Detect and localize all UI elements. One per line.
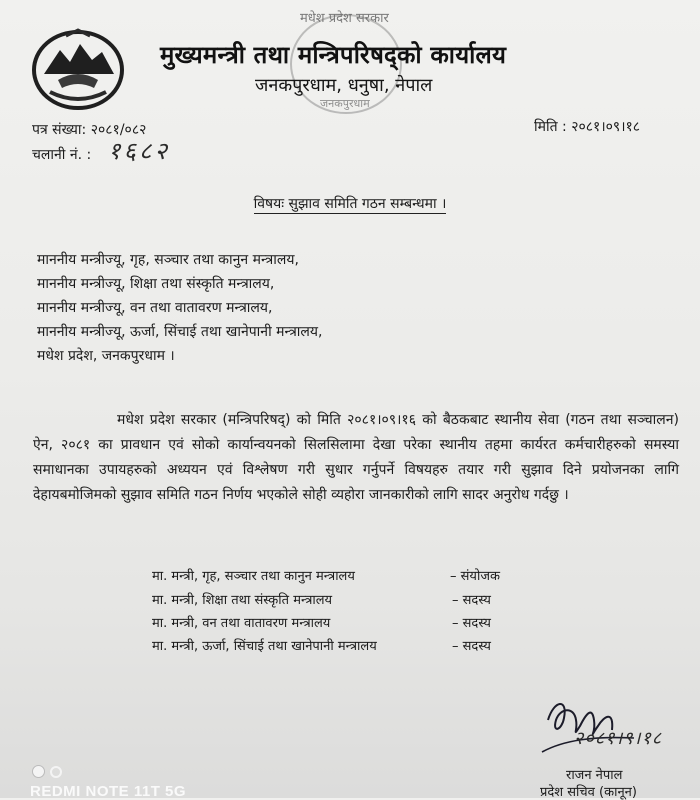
committee-member: मा. मन्त्री, गृह, सञ्चार तथा कानुन मन्त्रालय xyxy=(152,569,355,584)
nepal-emblem-icon xyxy=(30,28,126,110)
camera-dot-icon xyxy=(50,766,62,778)
signature-date: २०८१।९।१८ xyxy=(574,728,663,749)
committee-role: – सदस्य xyxy=(452,639,491,654)
reference-number: पत्र संख्या: २०८१/०८२ xyxy=(32,122,147,138)
signer-name: राजन नेपाल xyxy=(566,768,623,783)
camera-watermark: REDMI NOTE 11T 5G xyxy=(30,783,187,800)
seal-top-text: मधेश प्रदेश सरकार xyxy=(300,11,389,26)
body-paragraph: मधेश प्रदेश सरकार (मन्त्रिपरिषद्) को मिति २०८१।०९।१६ को बैठकबाट स्थानीय सेवा (गठन तथा सञ्चालन) ऐन, २०८१ का प्रावधान एवं सोको कार्यान्वयनको सिलसिलामा देखा परेका स्थानीय तहमा कार्यरत कर्मचारीहरुको समस्या समाधानका उपायहरुको अध्ययन एवं विश्लेषण गरी सुधार गर्नुपर्ने विषयहरु तयार गरी सुझाव दिने प्रयोजनका लागि देहायबमोजिमको सुझाव समिति गठन निर्णय भएकोले सोही व्यहोरा जानकारीको लागि सादर अनुरोध गर्दछु । xyxy=(33,412,679,503)
committee-member: मा. मन्त्री, वन तथा वातावरण मन्त्रालय xyxy=(152,616,331,631)
addressee-line: माननीय मन्त्रीज्यू, ऊर्जा, सिंचाई तथा खानेपानी मन्त्रालय, xyxy=(37,324,323,340)
office-title: मुख्यमन्त्री तथा मन्त्रिपरिषद्को कार्यालय xyxy=(160,41,507,69)
committee-role: – सदस्य xyxy=(452,616,491,631)
seal-bottom-text: जनकपुरधाम xyxy=(320,97,370,110)
addressee-line: माननीय मन्त्रीज्यू, वन तथा वातावरण मन्त्रालय, xyxy=(37,300,273,316)
letter-date: मिति : २०८१।०९।१८ xyxy=(534,119,641,135)
signer-title: प्रदेश सचिव (कानून) xyxy=(540,785,637,800)
committee-member: मा. मन्त्री, ऊर्जा, सिंचाई तथा खानेपानी मन्त्रालय xyxy=(152,639,377,654)
addressee-line: माननीय मन्त्रीज्यू, शिक्षा तथा संस्कृति मन्त्रालय, xyxy=(37,276,275,292)
office-address: जनकपुरधाम, धनुषा, नेपाल xyxy=(255,75,433,96)
camera-dot-icon xyxy=(32,765,45,778)
dispatch-number-label: चलानी नं. : xyxy=(32,147,92,163)
addressee-line: मधेश प्रदेश, जनकपुरधाम । xyxy=(37,348,175,364)
subject-text: विषयः सुझाव समिति गठन सम्बन्धमा । xyxy=(253,196,447,212)
camera-dots xyxy=(32,763,67,782)
committee-member: मा. मन्त्री, शिक्षा तथा संस्कृति मन्त्रालय xyxy=(152,593,333,608)
addressee-line: माननीय मन्त्रीज्यू, गृह, सञ्चार तथा कानुन मन्त्रालय, xyxy=(37,252,299,268)
committee-role: – संयोजक xyxy=(450,569,500,584)
committee-role: – सदस्य xyxy=(452,593,491,608)
subject-line xyxy=(0,194,700,213)
dispatch-number-handwritten: १६८२ xyxy=(108,137,170,165)
